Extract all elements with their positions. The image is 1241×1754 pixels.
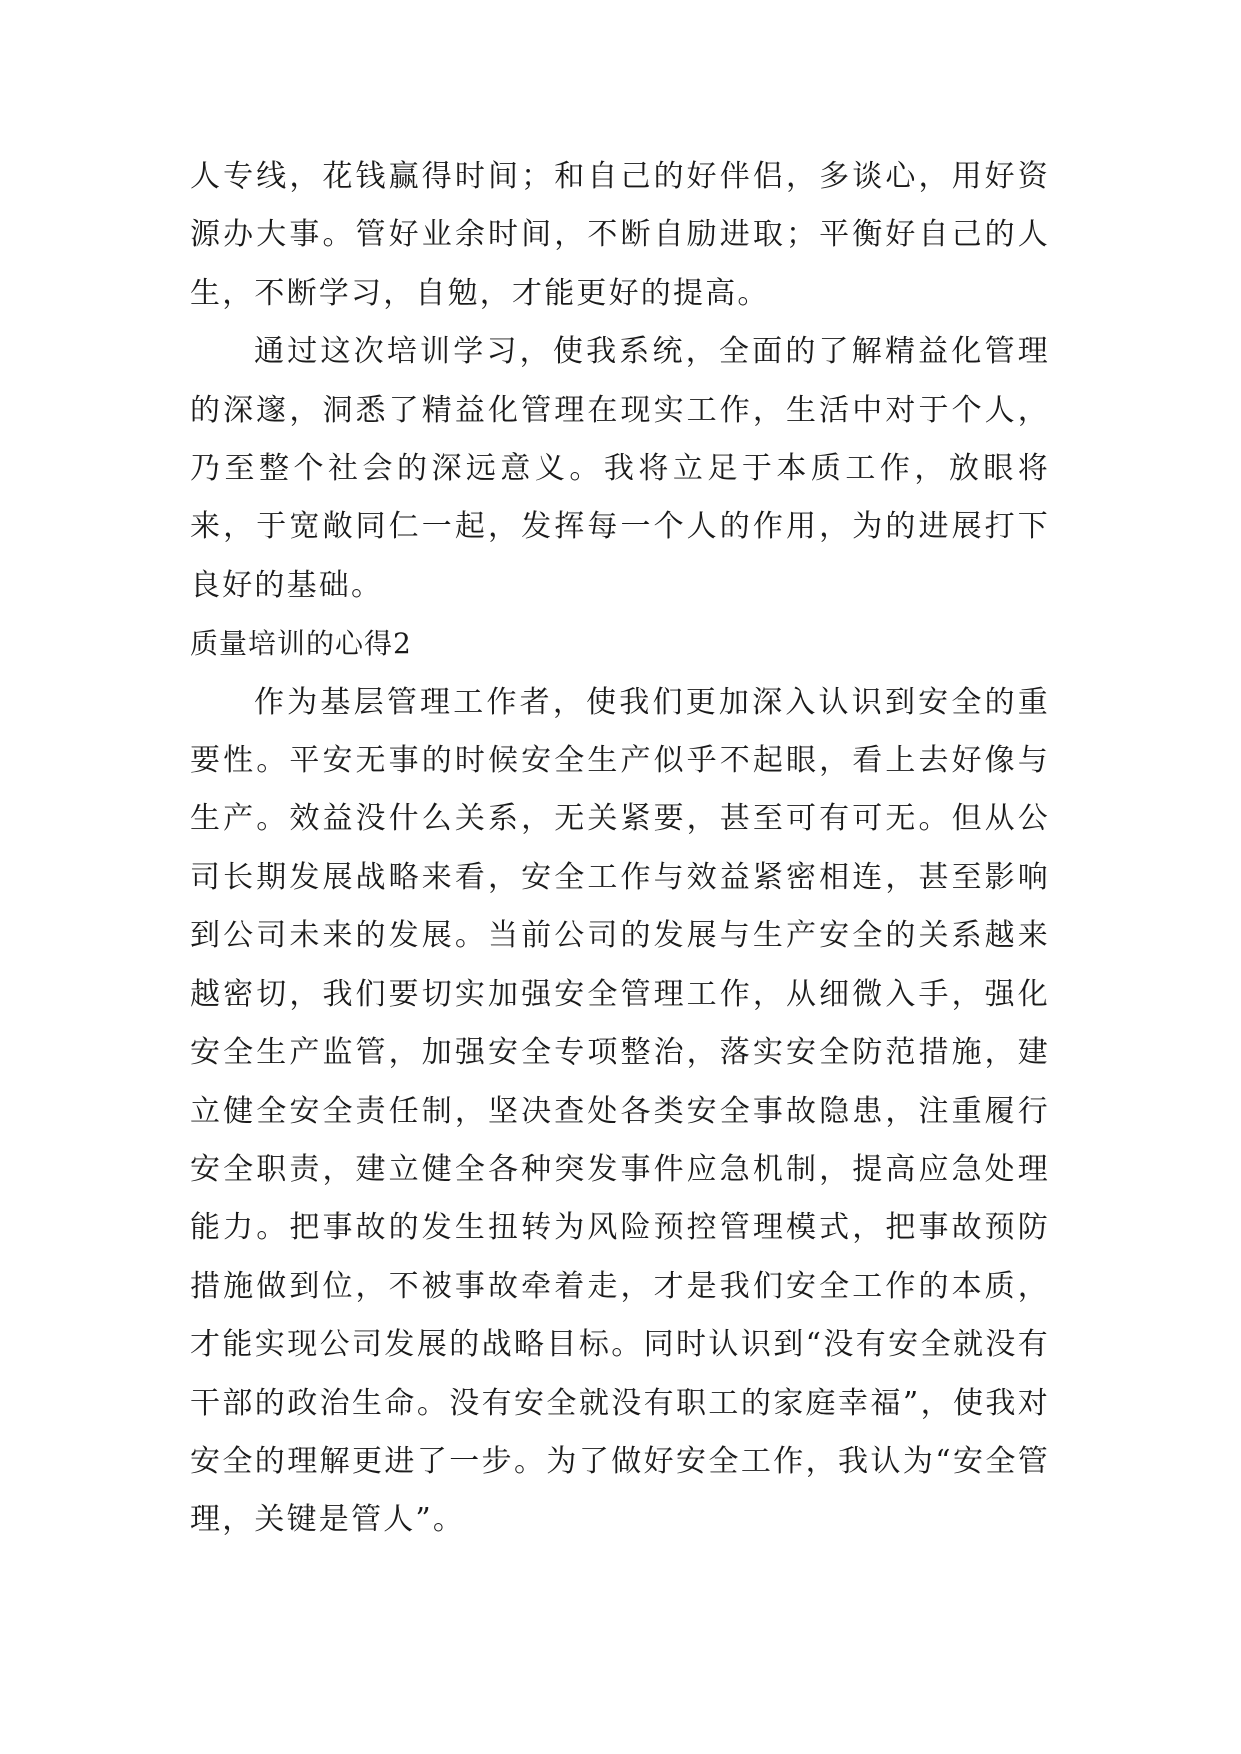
paragraph-safety-management: 作为基层管理工作者，使我们更加深入认识到安全的重要性。平安无事的时候安全生产似乎不起眼，看上去好像与生产。效益没什么关系，无关紧要，甚至可有可无。但从公司长期发展战略来看，安全工作与效益紧密相连，甚至影响到公司未来的发展。当前公司的发展与生产安全的关系越来越密切，我们要切实加强安全管理工作，从细微入手，强化安全生产监管，加强安全专项整治，落实安全防范措施，建立健全安全责任制，坚决查处各类安全事故隐患，注重履行安全职责，建立健全各种突发事件应急机制，提高应急处理能力。把事故的发生扭转为风险预控管理模式，把事故预防措施做到位，不被事故牵着走，才是我们安全工作的本质，才能实现公司发展的战略目标。同时认识到“没有安全就没有干部的政治生命。没有安全就没有职工的家庭幸福”，使我对安全的理解更进了一步。为了做好安全工作，我认为“安全管理，关键是管人”。 [190,684,1050,1538]
section-heading: 质量培训的心得2 [190,627,412,661]
paragraph-continuation: 人专线，花钱赢得时间；和自己的好伴侣，多谈心，用好资源办大事。管好业余时间，不断自励进取；平衡好自己的人生，不断学习，自勉，才能更好的提高。 [190,159,1050,311]
paragraph-training-summary: 通过这次培训学习，使我系统，全面的了解精益化管理的深邃，洞悉了精益化管理在现实工作，生活中对于个人，乃至整个社会的深远意义。我将立足于本质工作，放眼将来，于宽敞同仁一起，发挥每一个人的作用，为的进展打下良好的基础。 [190,334,1050,603]
document-body [190,148,1050,1550]
